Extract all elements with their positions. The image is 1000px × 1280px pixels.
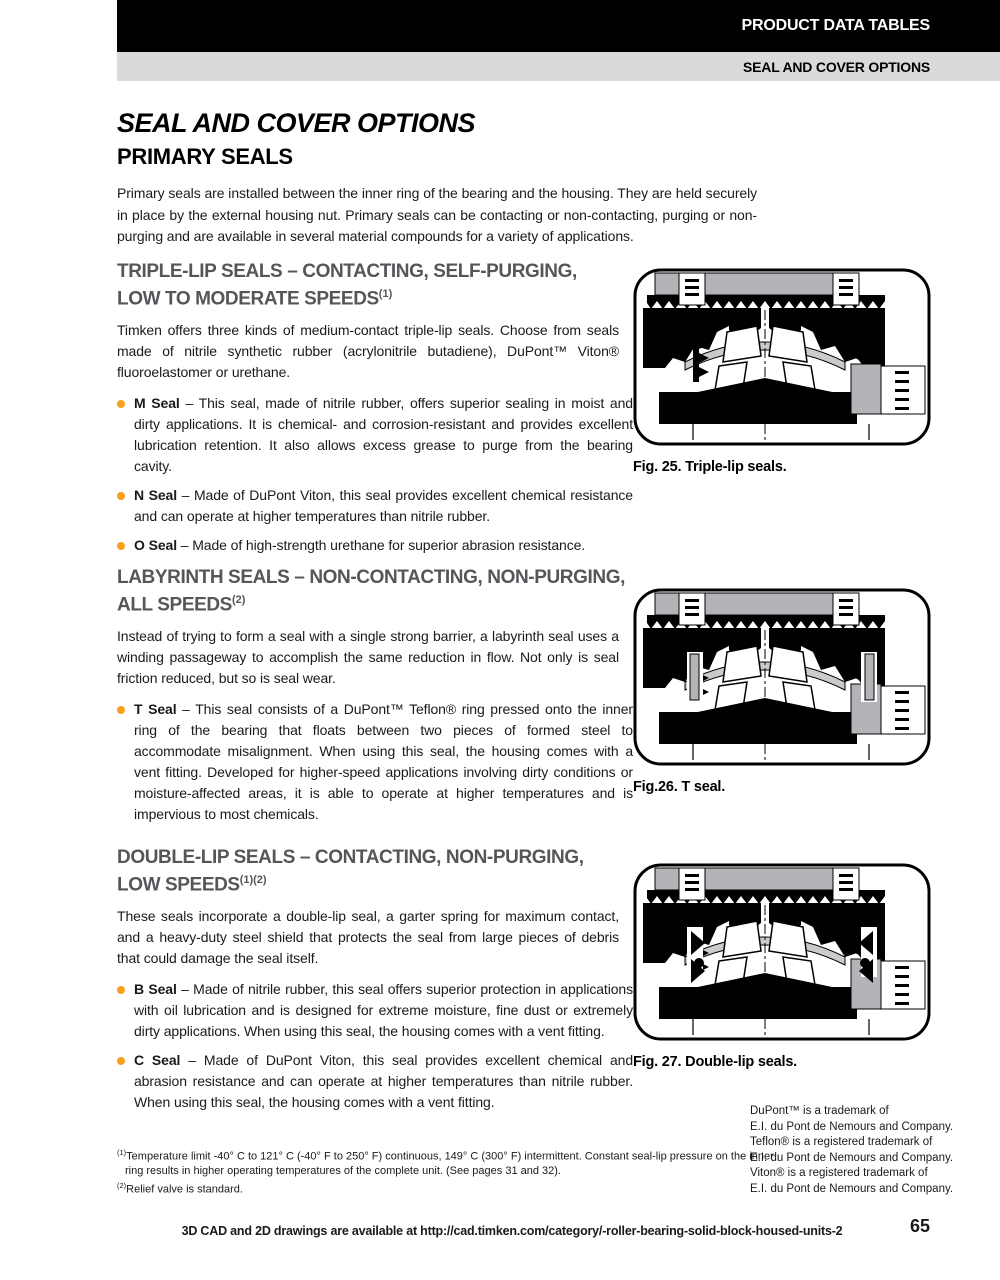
trademark-line: E.I. du Pont de Nemours and Company.	[750, 1182, 954, 1195]
trademark-line: E.I. du Pont de Nemours and Company.	[750, 1120, 954, 1133]
bullet-item-n-seal	[117, 485, 633, 527]
trademark-line: Teflon® is a registered trademark of	[750, 1136, 933, 1148]
section-heading	[117, 566, 633, 616]
footnote-text: Temperature limit -40° C to 121° C (-40° F to 250° F) continuous, 149° C (300° F) intermittent. Constant seal-lip pressure on the inner ring results in higher operating temperatures of the complete unit. (See pages 31 and 32).	[125, 1150, 774, 1178]
bullet-item-b-seal	[117, 979, 633, 1042]
bullet-list	[117, 393, 633, 556]
bullet-term: O Seal	[134, 537, 177, 554]
section-heading	[117, 260, 633, 310]
figure-triple-lip-seals	[633, 268, 931, 475]
section-labyrinth-seals	[117, 566, 633, 833]
footer-cad-url-text: 3D CAD and 2D drawings are available at http://cad.timken.com/category/-roller-bearing-solid-block-housed-units-2	[181, 1224, 843, 1238]
section-body: Instead of trying to form a seal with a single strong barrier, a labyrinth seal uses a winding passageway to accomplish the same reduction in flow. Not only is seal friction reduced, but so is seal wear.	[117, 628, 619, 687]
bullet-dot-icon	[117, 1057, 125, 1065]
bearing-cross-section-diagram	[633, 268, 931, 446]
bullet-text: – Made of DuPont Viton, this seal provides excellent chemical resistance and can operate at higher temperatures than nitrile rubber.	[134, 487, 633, 525]
page-number: 65	[909, 1216, 930, 1236]
bullet-dot-icon	[117, 542, 125, 550]
footnote-2	[117, 1179, 775, 1197]
intro-paragraph: Primary seals are installed between the inner ring of the bearing and the housing. They are held securely in place by the external housing nut. Primary seals can be contacting or non-contacting, purging or non-purging and are available in several material compounds for a variety of applications.	[117, 185, 757, 244]
section-body: These seals incorporate a double-lip seal, a garter spring for maximum contact, and a heavy-duty steel shield that protects the seal from large pieces of debris that could damage the seal itself.	[117, 908, 619, 967]
footnote-marker: (2)	[117, 1180, 127, 1190]
bullet-dot-icon	[117, 400, 125, 408]
title-block	[117, 108, 475, 170]
section-body: Timken offers three kinds of medium-contact triple-lip seals. Choose from seals made of nitrile synthetic rubber (acrylonitrile butadiene), DuPont™ Viton® fluoroelastomer or urethane.	[117, 322, 619, 381]
section-double-lip-seals	[117, 846, 633, 1121]
bullet-text: – Made of DuPont Viton, this seal provides excellent chemical and abrasion resistance and can operate at higher temperatures than nitrile rubber. When using this seal, the housing comes with a vent fitting.	[134, 1052, 634, 1111]
bullet-text: – This seal, made of nitrile rubber, offers superior sealing in moist and dirty applications. It is chemical- and corrosion-resistant and provides excellent lubrication retention. It also allows excess grease to purge from the bearing cavity.	[134, 395, 633, 475]
bullet-item-c-seal	[117, 1050, 633, 1113]
bullet-list	[117, 979, 633, 1113]
bullet-text: – This seal consists of a DuPont™ Teflon® ring pressed onto the inner ring of the bearing that floats between two pieces of formed steel to accommodate misalignment. When using this seal, the housing comes with a vent fitting. Developed for higher-speed applications involving dirty conditions or moisture-affected areas, it is able to operate at higher temperatures and is impervious to most chemicals.	[134, 701, 633, 823]
bullet-item-t-seal	[117, 699, 633, 825]
figure-t-seal	[633, 588, 931, 795]
bullet-dot-icon	[117, 706, 125, 714]
figure-caption: Fig.26. T seal.	[633, 779, 726, 795]
bearing-cross-section-diagram	[633, 588, 931, 766]
heading-footnote-ref: (1)	[378, 288, 393, 300]
trademark-line: E.I. du Pont de Nemours and Company.	[750, 1151, 954, 1164]
heading-line1: DOUBLE-LIP SEALS – CONTACTING, NON-PURGING,	[117, 847, 584, 868]
bearing-cross-section-diagram	[633, 863, 931, 1041]
bullet-list	[117, 699, 633, 825]
figure-caption: Fig. 25. Triple-lip seals.	[633, 459, 787, 475]
trademark-line: Viton® is a registered trademark of	[750, 1167, 928, 1179]
heading-footnote-ref: (2)	[231, 594, 246, 606]
figure-double-lip-seals	[633, 863, 931, 1070]
heading-footnote-ref: (1)(2)	[239, 874, 267, 886]
footnotes	[117, 1146, 775, 1197]
trademark-notice	[750, 1104, 998, 1197]
figure-caption: Fig. 27. Double-lip seals.	[633, 1054, 798, 1070]
heading-line1: TRIPLE-LIP SEALS – CONTACTING, SELF-PURGING,	[117, 261, 577, 282]
heading-line2: ALL SPEEDS	[117, 594, 232, 616]
bullet-item-m-seal	[117, 393, 633, 477]
heading-line2: LOW TO MODERATE SPEEDS	[117, 288, 379, 310]
heading-line1: LABYRINTH SEALS – NON-CONTACTING, NON-PURGING,	[117, 567, 625, 588]
page-subtitle: PRIMARY SEALS	[117, 144, 293, 169]
header-gray-bar	[117, 52, 1000, 81]
footnote-marker: (1)	[117, 1148, 127, 1157]
bullet-term: T Seal	[134, 701, 177, 718]
bullet-text: – Made of nitrile rubber, this seal offers superior protection in applications with oil lubrication and is designed for extreme moisture, fine dust or extremely dirty applications. When using this seal, the housing comes with a vent fitting.	[134, 981, 633, 1040]
page-title: SEAL AND COVER OPTIONS	[117, 108, 476, 138]
bullet-dot-icon	[117, 492, 125, 500]
bullet-term: C Seal	[134, 1052, 181, 1069]
bullet-term: B Seal	[134, 981, 177, 998]
bullet-term: M Seal	[134, 395, 180, 412]
heading-line2: LOW SPEEDS	[117, 874, 240, 896]
footnote-1	[117, 1146, 775, 1179]
section-triple-lip-seals	[117, 260, 633, 564]
bullet-item-o-seal	[117, 535, 633, 556]
footnote-text: Relief valve is standard.	[126, 1183, 243, 1196]
bullet-term: N Seal	[134, 487, 178, 504]
trademark-line: DuPont™ is a trademark of	[750, 1105, 889, 1117]
header-black-bar	[117, 0, 1000, 52]
header-primary-label: PRODUCT DATA TABLES	[741, 17, 930, 34]
section-heading	[117, 846, 633, 896]
bullet-text: – Made of high-strength urethane for superior abrasion resistance.	[176, 537, 586, 554]
bullet-dot-icon	[117, 986, 125, 994]
header-secondary-label: SEAL AND COVER OPTIONS	[743, 58, 930, 75]
